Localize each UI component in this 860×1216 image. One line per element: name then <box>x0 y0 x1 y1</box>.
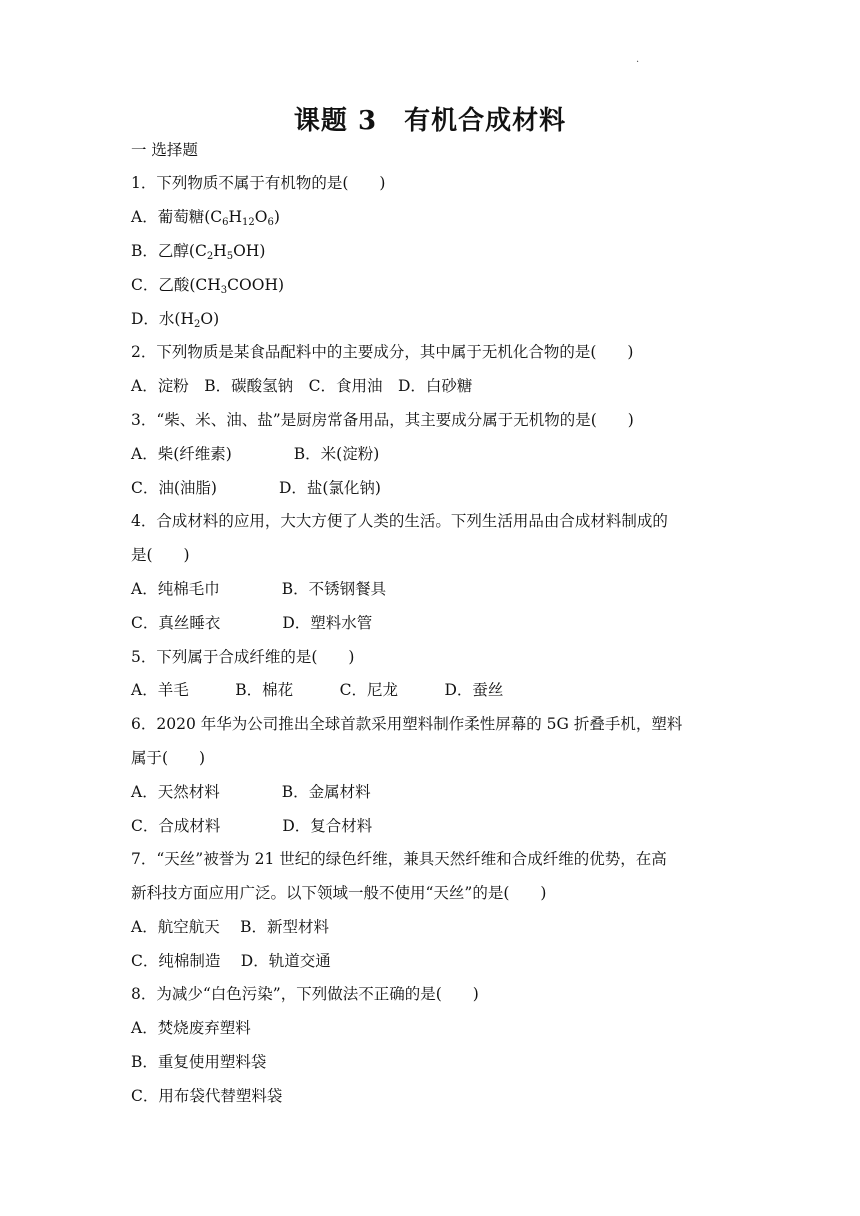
question-4-options-row-1: A．纯棉毛巾 B．不锈钢餐具 <box>131 580 387 598</box>
question-5-stem: 5．下列属于合成纤维的是( ) <box>131 648 355 666</box>
question-8-option-a: A．焚烧废弃塑料 <box>131 1019 251 1037</box>
question-3-options-row-2: C．油(油脂) D．盐(氯化钠) <box>131 479 381 497</box>
question-4-stem-line-1: 4．合成材料的应用，大大方便了人类的生活。下列生活用品由合成材料制成的 <box>131 512 668 530</box>
question-7-options-row-1: A．航空航天 B．新型材料 <box>131 918 330 936</box>
question-1-option-b: B．乙醇$(C_2H_5OH)$ <box>131 242 266 262</box>
question-8-option-c: C．用布袋代替塑料袋 <box>131 1087 283 1105</box>
question-3-stem: 3．“柴、米、油、盐”是厨房常备用品，其主要成分属于无机物的是( ) <box>131 411 634 429</box>
question-8-option-b: B．重复使用塑料袋 <box>131 1053 267 1071</box>
header-dot: · <box>636 57 640 68</box>
question-8-stem: 8．为减少“白色污染”，下列做法不正确的是( ) <box>131 985 479 1003</box>
question-6-stem-line-2: 属于( ) <box>131 749 206 767</box>
question-1-option-d: D．水$(H_2O)$ <box>131 310 220 330</box>
question-1-stem: 1．下列物质不属于有机物的是( ) <box>131 174 386 192</box>
question-7-options-row-2: C．纯棉制造 D．轨道交通 <box>131 952 331 970</box>
question-6-options-row-2: C．合成材料 D．复合材料 <box>131 817 373 835</box>
question-7-stem-line-1: 7．“天丝”被誉为 21 世纪的绿色纤维，兼具天然纤维和合成纤维的优势，在高 <box>131 850 667 868</box>
question-7-stem-line-2: 新科技方面应用广泛。以下领域一般不使用“天丝”的是( ) <box>131 884 547 902</box>
question-3-options-row-1: A．柴(纤维素) B．米(淀粉) <box>131 445 380 463</box>
question-6-stem-line-1: 6．2020 年华为公司推出全球首款采用塑料制作柔性屏幕的 5G 折叠手机，塑料 <box>131 715 683 733</box>
question-5-options: A．羊毛 B．棉花 C．尼龙 D．蚕丝 <box>131 681 504 699</box>
question-4-options-row-2: C．真丝睡衣 D．塑料水管 <box>131 614 373 632</box>
question-1-option-c: C．乙酸$(CH_3COOH)$ <box>131 276 285 296</box>
page-title: 课题 3 有机合成材料 <box>293 106 567 136</box>
question-6-options-row-1: A．天然材料 B．金属材料 <box>131 783 371 801</box>
question-1-option-a: A．葡萄糖$(C_6H_{12}O_6)$ <box>131 208 280 228</box>
question-2-options: A．淀粉 B．碳酸氢钠 C．食用油 D．白砂糖 <box>131 377 473 395</box>
question-2-stem: 2．下列物质是某食品配料中的主要成分，其中属于无机化合物的是( ) <box>131 343 634 361</box>
question-4-stem-line-2: 是( ) <box>131 546 190 564</box>
section-heading: 一 选择题 <box>131 141 198 159</box>
